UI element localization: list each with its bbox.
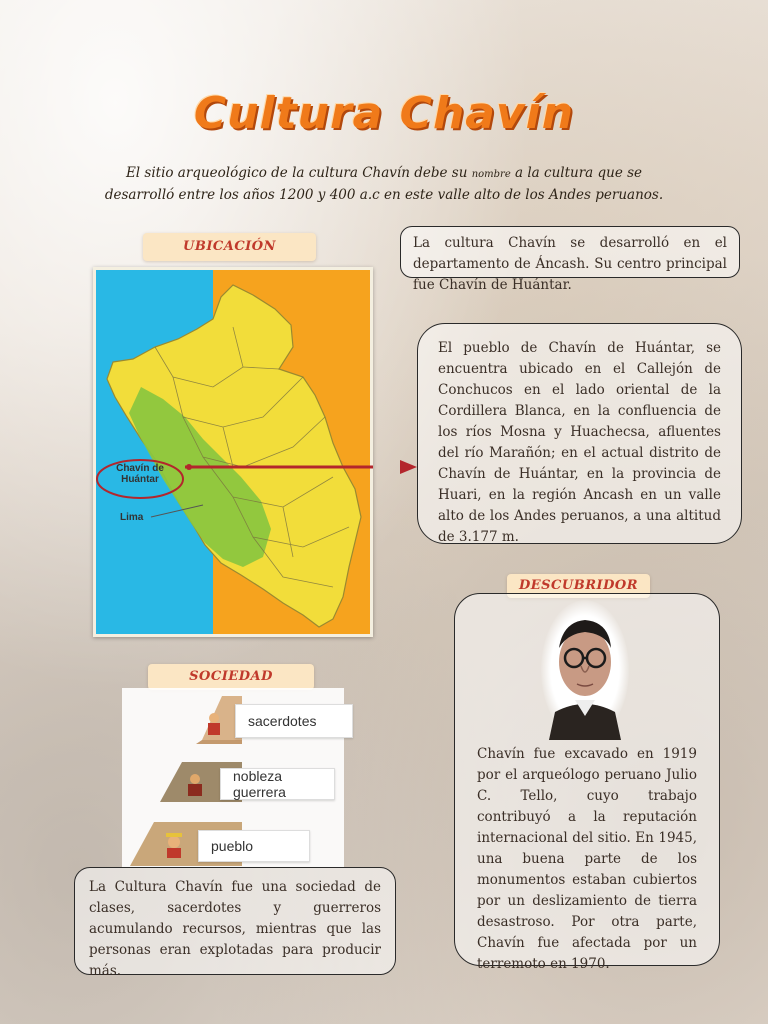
peru-map-svg [93,267,373,637]
page-title: Cultura Chavín [193,88,575,139]
peru-map [93,267,373,637]
julio-tello-portrait [541,600,629,740]
society-pyramid [122,688,344,868]
intro-small-word: nombre [471,169,511,180]
priest-icon [208,713,220,735]
ancash-info-text: La cultura Chavín se desarrolló en el departamento de Áncash. Su centro principal fue Chavín de Huántar. [413,235,727,293]
tier-nobleza-guerrera: nobleza guerrera [220,768,335,800]
map-label-lima: Lima [120,512,144,523]
ubicacion-label: UBICACIÓN [143,233,316,261]
descubridor-label: DESCUBRIDOR [507,574,650,598]
ancash-info-box [400,226,740,293]
tier-pueblo: pueblo [198,830,310,862]
intro-part-2: a la cultura que se desarrolló entre los años 1200 y 400 a.c en este valle alto de los Andes peruanos. [104,165,664,203]
intro-part-1: El sitio arqueológico de la cultura Chavín debe su [125,165,472,181]
chavin-location-box [417,323,742,544]
map-label-chavin: Chavín de Huántar [116,463,164,485]
sociedad-text: La Cultura Chavín fue una sociedad de clases, sacerdotes y guerreros acumulando recursos, mientras que las personas eran explotadas para producir más. [89,879,381,979]
chavin-location-text: El pueblo de Chavín de Huántar, se encuentra ubicado en el Callejón de Conchucos en el lado oriental de la Cordillera Blanca, en la confluencia de los ríos Mosna y Huachecsa, afluentes del río Marañón; en el actual distrito de Chavín de Huántar, en la provincia de Huari, en la región Ancash en un valle alto de los Andes peruanos, a una altitud de 3.177 m. [438,340,721,545]
portrait-svg [541,600,629,740]
intro-text [100,163,668,205]
pointer-arrow-head [400,459,418,475]
sociedad-box [74,867,396,979]
sociedad-label: SOCIEDAD [148,664,314,690]
descubridor-text: Chavín fue excavado en 1919 por el arqueólogo peruano Julio C. Tello, cuyo trabajo contribuyó a la reputación internacional del sitio. En 1945, una buena parte de los monumentos estaban cubiertos por un deslizamiento de tierra desastroso. Por otra parte, Chavín fue afectada por un terremoto en 1970. [477,746,697,972]
tier-sacerdotes: sacerdotes [235,704,353,738]
